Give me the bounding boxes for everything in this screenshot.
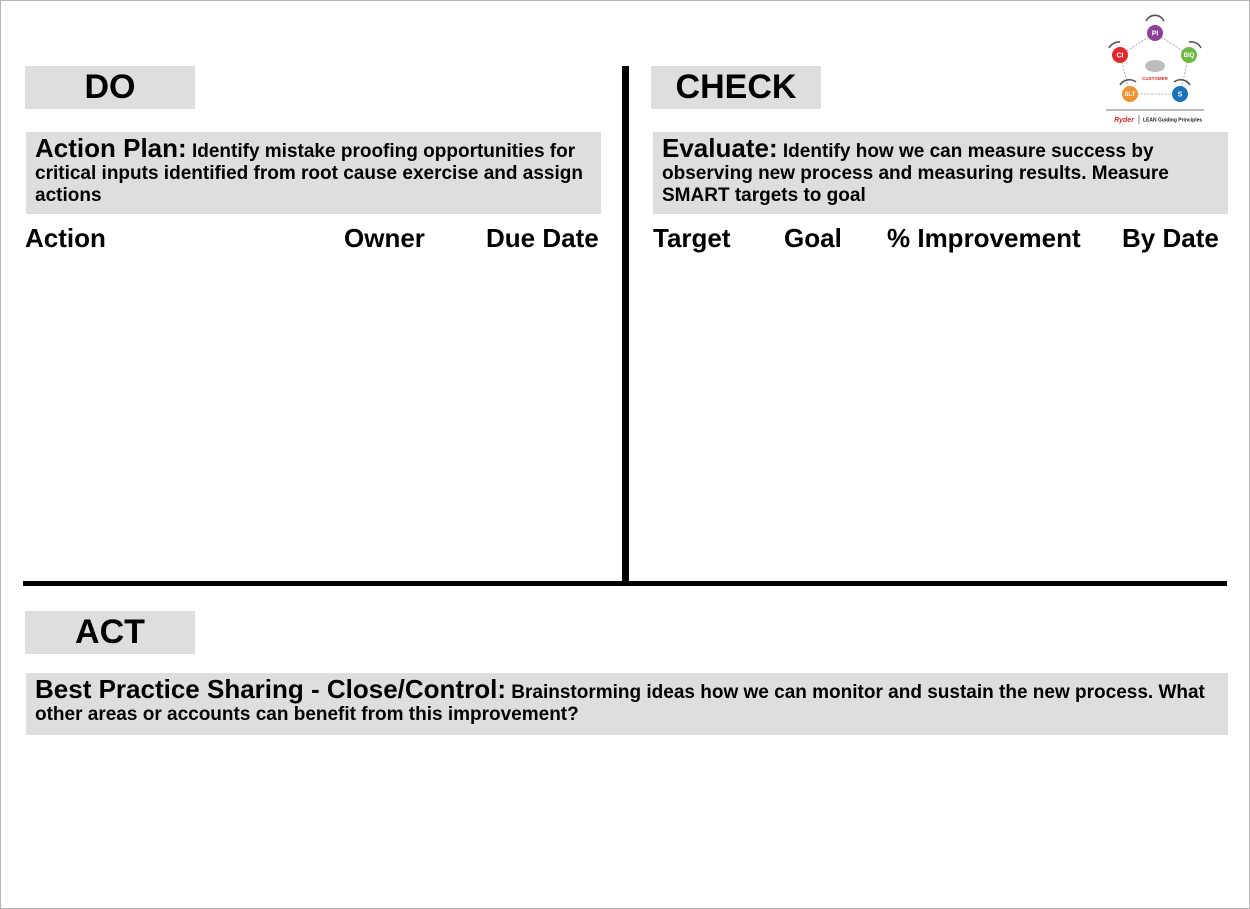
logo-node-slt: [1122, 86, 1138, 102]
check-col-by-date: By Date: [1122, 223, 1219, 253]
logo-node-biq: [1181, 47, 1197, 63]
do-action-plan-box: [26, 132, 601, 214]
check-col-goal: Goal: [784, 223, 842, 253]
do-col-action: Action: [25, 223, 106, 253]
do-description: Identify mistake proofing opportunities for critical inputs identified from root cause exercise and assign actions: [35, 141, 583, 206]
check-col-improvement: % Improvement: [887, 223, 1081, 253]
logo-node-label-pi: PI: [1151, 30, 1159, 38]
check-badge: CHECK: [651, 66, 821, 109]
handshake-icon: [1145, 60, 1165, 72]
check-col-target: Target: [653, 223, 731, 253]
act-badge: ACT: [25, 611, 195, 654]
act-description: Brainstorming ideas how we can monitor and sustain the new process. What other areas or accounts can benefit from this improvement?: [35, 682, 1205, 725]
logo-node-label-ci: CI: [1116, 52, 1124, 60]
do-badge: DO: [25, 66, 195, 109]
vertical-divider: [622, 66, 629, 584]
logo-node-ci: [1112, 47, 1128, 63]
horizontal-divider: [23, 581, 1227, 586]
ryder-brand: Ryder: [1114, 117, 1134, 124]
logo-node-s: [1172, 86, 1188, 102]
do-col-due-date: Due Date: [486, 223, 599, 253]
logo-caption: LEAN Guiding Principles: [1143, 117, 1203, 124]
logo-node-label-slt: SLT: [1124, 92, 1136, 99]
do-col-owner: Owner: [344, 223, 425, 253]
logo-node-label-s: S: [1177, 91, 1183, 99]
logo-node-label-biq: BIQ: [1183, 53, 1195, 60]
act-lead: Best Practice Sharing - Close/Control:: [35, 674, 506, 704]
logo-node-pi: [1147, 25, 1163, 41]
check-description: Identify how we can measure success by observing new process and measuring results. Measure SMART targets to goal: [662, 141, 1169, 206]
do-lead: Action Plan:: [35, 133, 187, 163]
act-best-practice-box: [26, 673, 1228, 735]
lean-principles-logo: [1100, 14, 1210, 128]
logo-center-label: CUSTOMER: [1142, 76, 1168, 81]
check-lead: Evaluate:: [662, 133, 778, 163]
check-evaluate-box: [653, 132, 1228, 214]
